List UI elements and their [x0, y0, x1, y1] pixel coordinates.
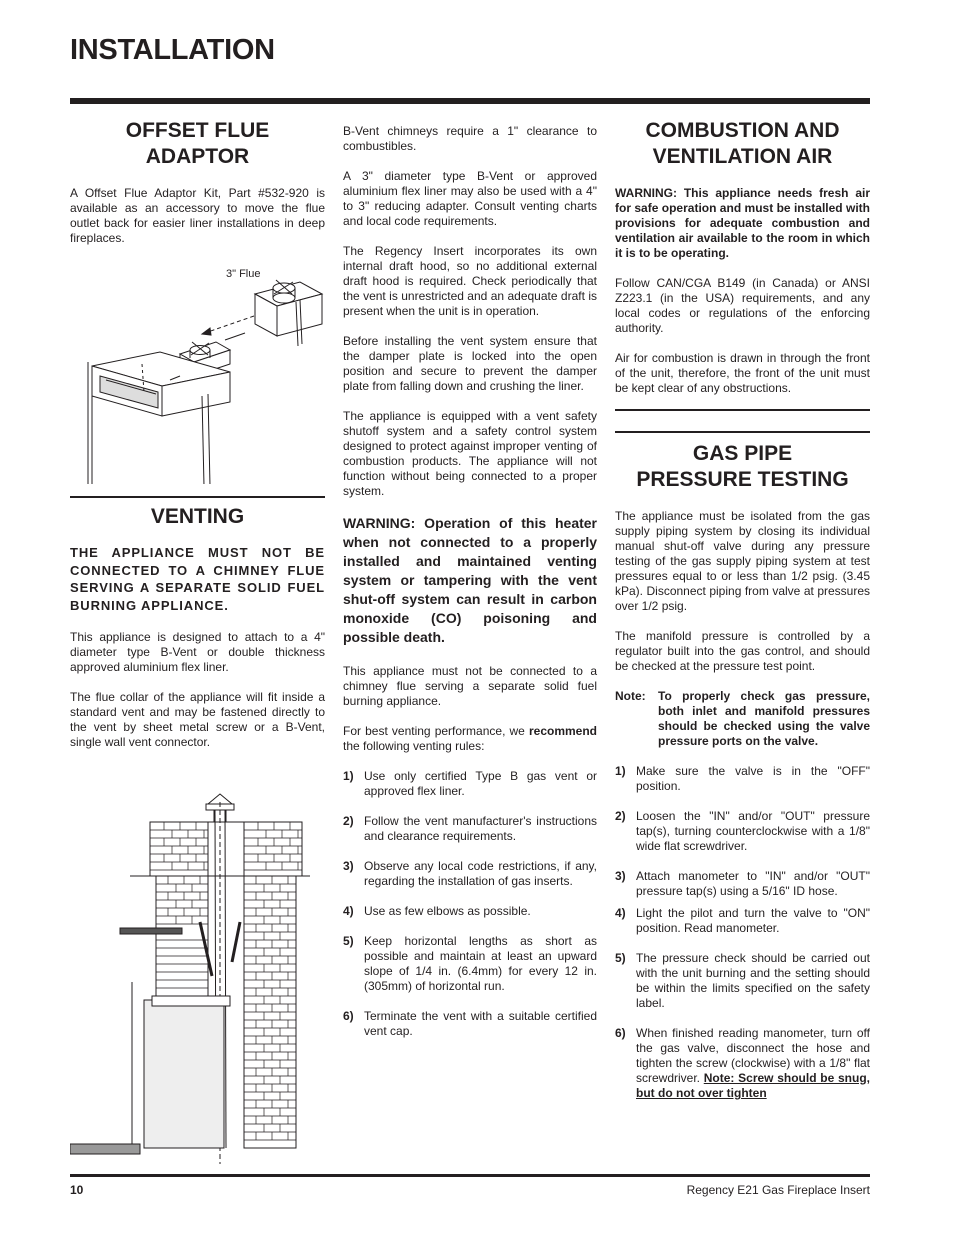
list-item — [343, 1009, 597, 1039]
list-item — [615, 764, 870, 794]
list-text: Make sure the valve is in the "OFF" position. — [636, 764, 870, 793]
list-text: Terminate the vent with a suitable certified vent cap. — [364, 1009, 597, 1038]
left-column — [70, 118, 325, 1164]
pressure-test-steps — [615, 764, 870, 1101]
venting-paragraph: A 3" diameter type B-Vent or approved aluminium flex liner may also be used with a 4" to 3" reducing adapter. Consult venting charts and local code requirements. — [343, 169, 597, 228]
list-number: 3) — [343, 859, 354, 873]
intro-text: For best venting performance, we — [343, 724, 529, 738]
list-text: Observe any local code restrictions, if any, regarding the installation of gas inserts. — [364, 859, 597, 888]
list-text: Follow the vent manufacturer's instructions and clearance requirements. — [364, 814, 597, 843]
header-rule — [70, 98, 870, 104]
list-number: 4) — [343, 904, 354, 918]
section-divider — [70, 496, 325, 498]
venting-paragraph: The flue collar of the appliance will fit inside a standard vent and may be fastened directly to the vent by sheet metal screw or a B-Vent, single wall vent connector. — [70, 690, 325, 749]
list-text: Loosen the "IN" and/or "OUT" pressure tap(s), turning counterclockwise with a 1/8" wide flat screwdriver. — [636, 809, 870, 853]
note-text: To properly check gas pressure, both inlet and manifold pressures should be checked using the valve pressure ports on the valve. — [658, 689, 870, 748]
pressure-note — [615, 689, 870, 749]
list-item — [343, 769, 597, 799]
venting-heading: VENTING — [150, 505, 245, 528]
venting-paragraph: Before installing the vent system ensure that the damper plate is locked into the open position and secure to prevent the damper plate from falling down and crushing the liner. — [343, 334, 597, 393]
heading-line: COMBUSTION AND — [645, 119, 840, 142]
chimney-diagram — [70, 792, 325, 1164]
venting-rules-intro — [343, 724, 597, 754]
list-number: 3) — [615, 869, 626, 883]
list-item — [343, 904, 597, 919]
heading-line: ADAPTOR — [145, 145, 250, 168]
list-number: 5) — [343, 934, 354, 948]
document-title: Regency E21 Gas Fireplace Insert — [686, 1183, 870, 1197]
list-text — [636, 1026, 870, 1101]
list-item — [343, 859, 597, 889]
list-item — [343, 814, 597, 844]
intro-emphasis: recommend — [528, 724, 597, 738]
offset-flue-heading — [70, 118, 325, 170]
list-item — [615, 869, 870, 899]
list-item — [615, 1026, 870, 1101]
page-title: INSTALLATION — [70, 34, 275, 66]
list-number: 4) — [615, 906, 626, 920]
screw-note: Note: Screw should be snug, but do not over tighten — [636, 1071, 870, 1100]
heading-line: VENTILATION AIR — [652, 145, 833, 168]
list-text: Use as few elbows as possible. — [364, 904, 531, 918]
gas-pipe-paragraph: The appliance must be isolated from the gas supply piping system by closing its individual manual shut-off valve during any pressure testing of the gas supply piping system at test pressures equal to or less than 1/2 psig. (3.45 kPa). Disconnect piping from valve at pressures over 1/2 psig. — [615, 509, 870, 613]
offset-flue-figure — [70, 254, 325, 484]
section-divider — [615, 431, 870, 433]
list-text: Keep horizontal lengths as short as possible and maintain at least an upward slope of 1/4 in. (6.4mm) for every 12 in. (305mm) of horizontal run. — [364, 934, 597, 993]
venting-paragraph: B-Vent chimneys require a 1" clearance to combustibles. — [343, 124, 597, 153]
venting-paragraph: The appliance is equipped with a vent safety shutoff system and a safety control system designed to protect against improper venting of combustion products. The appliance will not function without being connected to a proper system. — [343, 409, 597, 498]
list-item — [615, 906, 870, 936]
venting-paragraph: The Regency Insert incorporates its own internal draft hood, so no additional external draft hood is required. Check periodically that the vent is unrestricted and an adequate draft is present when the unit is in operation. — [343, 244, 597, 318]
combustion-paragraph: Follow CAN/CGA B149 (in Canada) or ANSI Z223.1 (in the USA) requirements, and any local codes or regulations of the enforcing authority. — [615, 276, 870, 335]
venting-paragraph: This appliance is designed to attach to a 4" diameter type B-Vent or double thickness approved aluminium flex liner. — [70, 630, 325, 674]
offset-flue-body: A Offset Flue Adaptor Kit, Part #532-920 is available as an accessory to move the flue outlet back for easier liner installations in deep fireplaces. — [70, 186, 325, 245]
list-text: Use only certified Type B gas vent or approved flex liner. — [364, 769, 597, 798]
offset-flue-diagram — [70, 254, 325, 484]
combustion-heading — [615, 118, 870, 170]
page-number: 10 — [70, 1183, 84, 1197]
list-text: Light the pilot and turn the valve to "ON" position. Read manometer. — [636, 906, 870, 935]
gas-pipe-heading — [615, 441, 870, 493]
flue-size-label: 3" Flue — [226, 268, 261, 280]
middle-column — [343, 124, 597, 1039]
list-text: The pressure check should be carried out with the unit burning and the setting should be within the limits specified on the safety label. — [636, 951, 870, 1010]
list-item — [343, 934, 597, 994]
list-number: 5) — [615, 951, 626, 965]
footer-rule — [70, 1174, 870, 1177]
combustion-paragraph: Air for combustion is drawn in through the front of the unit, therefore, the front of the unit must be kept clear of any obstructions. — [615, 351, 870, 395]
note-label: Note: — [615, 689, 646, 703]
section-divider — [615, 409, 870, 411]
heading-line: GAS PIPE — [692, 442, 793, 465]
list-number: 2) — [343, 814, 354, 828]
right-column — [615, 118, 870, 1101]
heading-line: OFFSET FLUE — [125, 119, 270, 142]
step-text: When finished reading manometer, turn off the gas valve, disconnect the hose and tighten the screw (clockwise) with a 1/8" flat screwdriver. — [636, 1026, 870, 1085]
list-item — [615, 809, 870, 854]
heading-line: PRESSURE TESTING — [636, 468, 849, 491]
venting-caps-warning: THE APPLIANCE MUST NOT BE CONNECTED TO A CHIMNEY FLUE SERVING A SEPARATE SOLID FUEL BURNING APPLIANCE. — [70, 545, 325, 613]
venting-paragraph: This appliance must not be connected to a chimney flue serving a separate solid fuel burning appliance. — [343, 664, 597, 708]
intro-text: the following venting rules: — [343, 739, 485, 753]
list-number: 1) — [343, 769, 354, 783]
venting-rules-list — [343, 769, 597, 1039]
list-number: 1) — [615, 764, 626, 778]
list-item — [615, 951, 870, 1011]
co-warning: WARNING: Operation of this heater when not connected to a properly installed and maintained venting system or tampering with the vent shut-off system can result in carbon monoxide (CO) poisoning and possible death. — [343, 515, 597, 645]
list-number: 6) — [343, 1009, 354, 1023]
gas-pipe-paragraph: The manifold pressure is controlled by a regulator built into the gas control, and should be checked at the pressure test point. — [615, 629, 870, 673]
list-number: 6) — [615, 1026, 626, 1040]
list-text: Attach manometer to "IN" and/or "OUT" pressure tap(s) using a 5/16" ID hose. — [636, 869, 870, 898]
fresh-air-warning: WARNING: This appliance needs fresh air for safe operation and must be installed with provisions for adequate combustion and ventilation air available to the room in which it is to be operating. — [615, 186, 870, 260]
list-number: 2) — [615, 809, 626, 823]
